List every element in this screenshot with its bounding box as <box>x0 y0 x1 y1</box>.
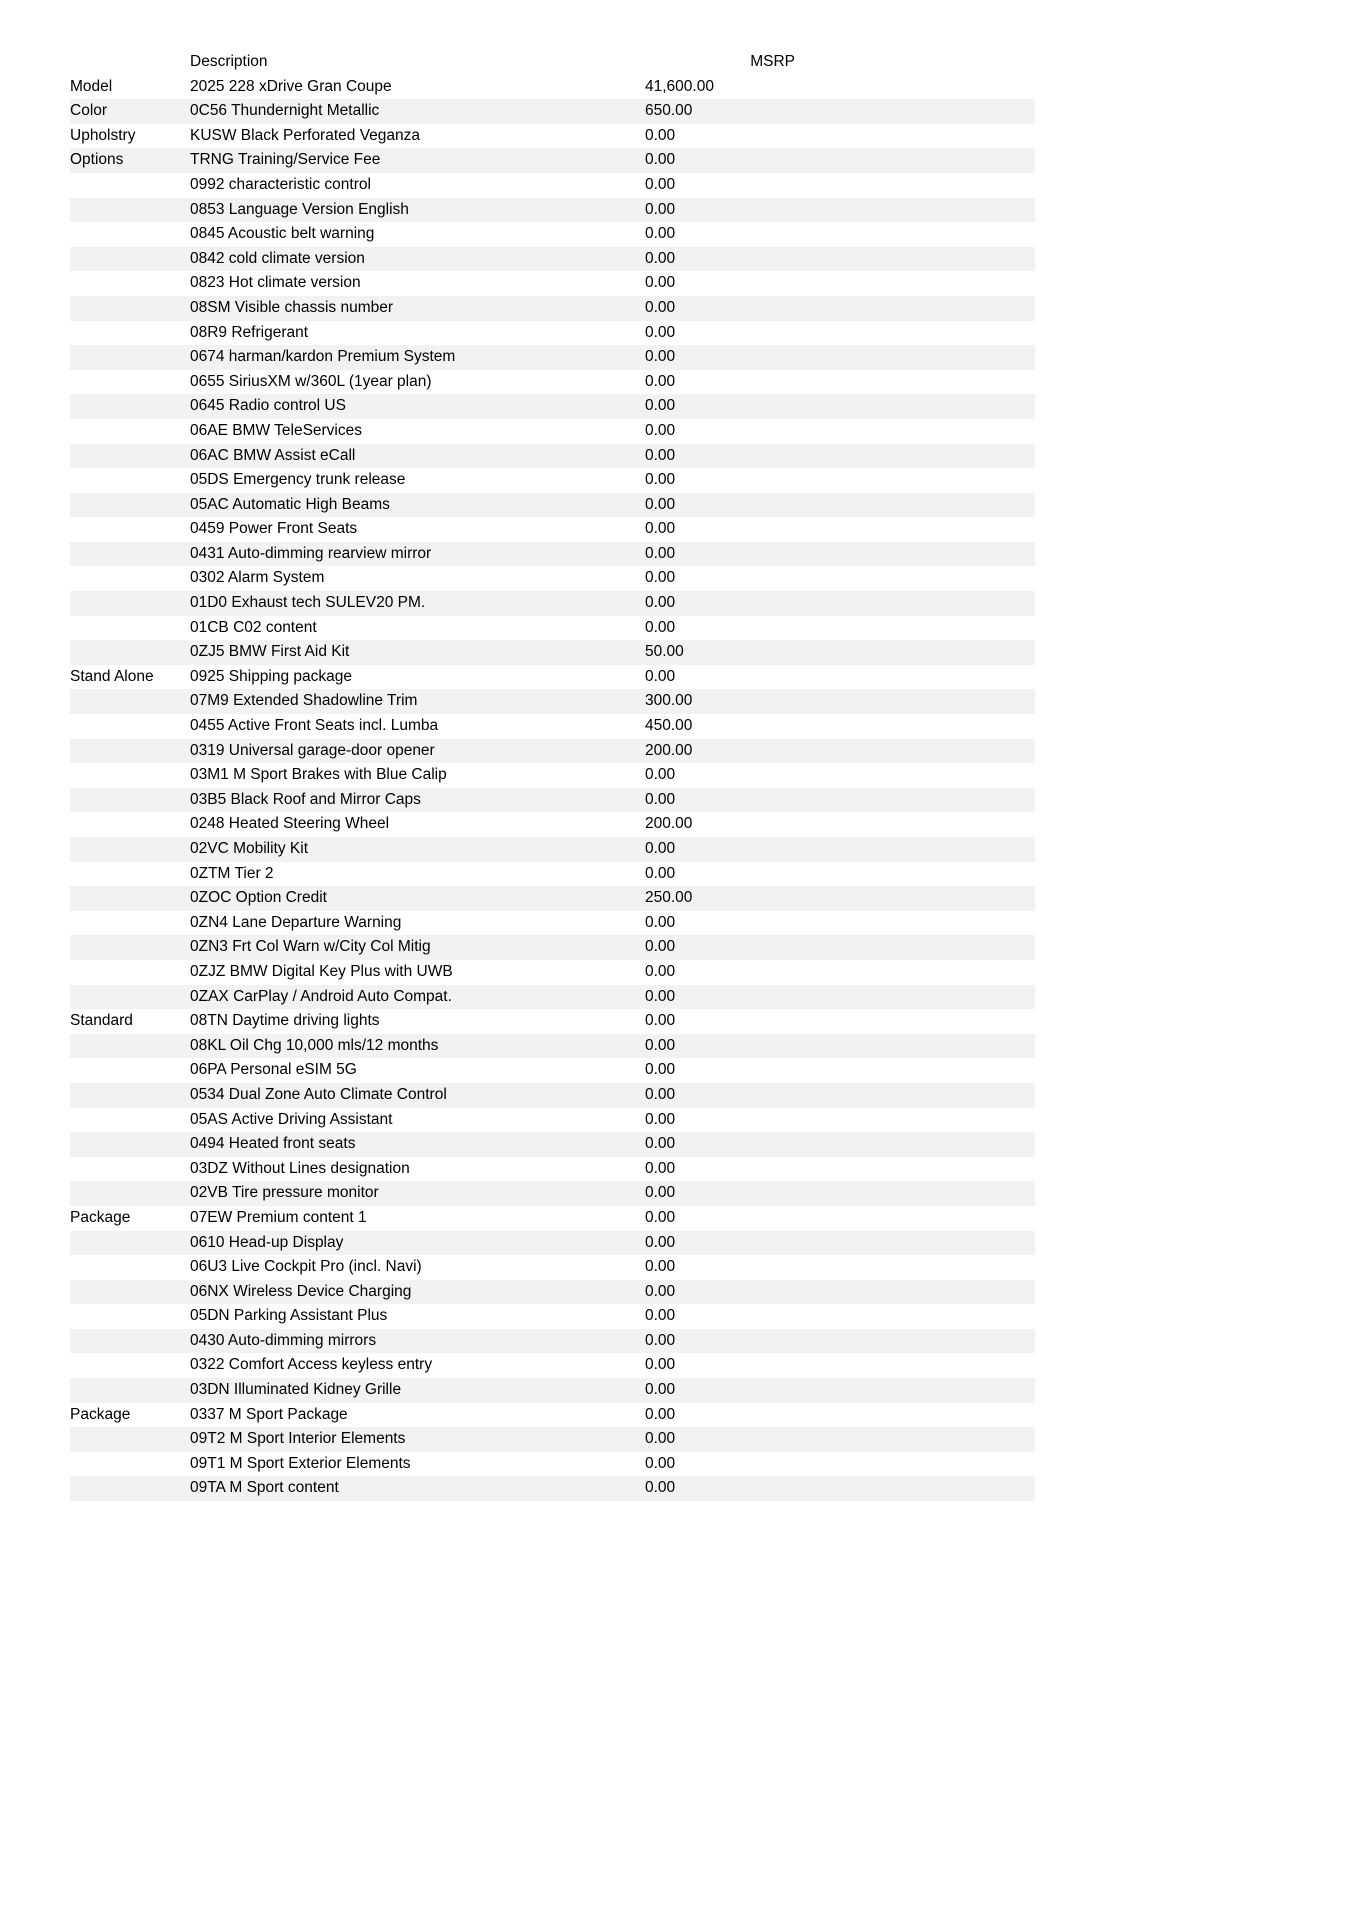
table-row <box>70 1329 1035 1354</box>
table-row <box>70 1181 1035 1206</box>
category-cell <box>70 1427 190 1452</box>
table-row <box>70 1157 1035 1182</box>
description-cell: 08TN Daytime driving lights <box>190 1012 380 1030</box>
table-row <box>70 1280 1035 1305</box>
category-cell <box>70 1108 190 1133</box>
description-cell: 09TA M Sport content <box>190 1476 645 1501</box>
msrp-cell: 0.00 <box>645 864 676 882</box>
msrp-cell: 0.00 <box>645 126 676 144</box>
msrp-cell: 0.00 <box>645 394 795 419</box>
table-row <box>70 935 1035 960</box>
category-cell <box>70 173 190 198</box>
table-row <box>70 616 1035 641</box>
category-cell <box>70 1132 190 1157</box>
description-cell: 06PA Personal eSIM 5G <box>190 1061 357 1079</box>
category-cell <box>70 394 190 419</box>
category-cell <box>70 493 190 518</box>
table-row <box>70 1206 1035 1231</box>
filler-cell <box>795 763 1035 788</box>
filler-cell <box>795 911 1035 936</box>
filler-cell <box>795 419 1035 444</box>
msrp-cell: 0.00 <box>645 1012 676 1030</box>
description-cell: 0ZTM Tier 2 <box>190 864 274 882</box>
table-row <box>70 1427 1035 1452</box>
description-cell: 08KL Oil Chg 10,000 mls/12 months <box>190 1034 645 1059</box>
filler-cell <box>795 296 1035 321</box>
filler-cell <box>795 1231 1035 1256</box>
description-cell: 05DS Emergency trunk release <box>190 471 406 489</box>
table-row <box>70 148 1035 173</box>
description-cell: 0655 SiriusXM w/360L (1year plan) <box>190 372 432 390</box>
filler-cell <box>795 321 1035 346</box>
table-row <box>70 517 1035 542</box>
filler-cell <box>795 345 1035 370</box>
table-row <box>70 1403 1035 1428</box>
msrp-cell: 0.00 <box>645 1427 795 1452</box>
category-cell: Package <box>70 1405 131 1423</box>
description-cell: KUSW Black Perforated Veganza <box>190 126 421 144</box>
filler-cell <box>795 75 1035 100</box>
category-cell <box>70 591 190 616</box>
description-cell: 0430 Auto-dimming mirrors <box>190 1329 645 1354</box>
category-cell <box>70 542 190 567</box>
table-row <box>70 763 1035 788</box>
table-row <box>70 689 1035 714</box>
category-cell: Upholstry <box>70 126 136 144</box>
category-cell <box>70 911 190 936</box>
category-cell <box>70 640 190 665</box>
filler-cell <box>795 837 1035 862</box>
msrp-cell: 0.00 <box>645 542 795 567</box>
msrp-cell: 0.00 <box>645 225 676 243</box>
table-row <box>70 198 1035 223</box>
msrp-cell: 0.00 <box>645 1280 795 1305</box>
description-cell: 08SM Visible chassis number <box>190 296 645 321</box>
filler-cell <box>795 935 1035 960</box>
filler-cell <box>795 886 1035 911</box>
description-cell: 06U3 Live Cockpit Pro (incl. Navi) <box>190 1258 422 1276</box>
header-row <box>70 50 1035 75</box>
msrp-cell: 0.00 <box>645 1258 676 1276</box>
description-cell: 02VC Mobility Kit <box>190 837 645 862</box>
msrp-cell: 0.00 <box>645 985 795 1010</box>
msrp-cell: 0.00 <box>645 247 795 272</box>
description-cell: 0ZN4 Lane Departure Warning <box>190 913 402 931</box>
description-cell: 06AC BMW Assist eCall <box>190 444 645 469</box>
description-cell: TRNG Training/Service Fee <box>190 148 645 173</box>
category-cell <box>70 1231 190 1256</box>
msrp-cell: 450.00 <box>645 717 693 735</box>
filler-cell <box>795 1206 1035 1231</box>
category-cell: Options <box>70 148 190 173</box>
category-cell <box>70 862 190 887</box>
table-row <box>70 1132 1035 1157</box>
category-cell <box>70 1280 190 1305</box>
category-cell <box>70 198 190 223</box>
price-table <box>70 50 1035 1501</box>
filler-cell <box>795 222 1035 247</box>
table-row <box>70 173 1035 198</box>
filler-cell <box>795 394 1035 419</box>
category-cell <box>70 271 190 296</box>
description-cell: 03M1 M Sport Brakes with Blue Calip <box>190 766 447 784</box>
msrp-cell: 0.00 <box>645 345 795 370</box>
msrp-cell: 0.00 <box>645 296 795 321</box>
table-row <box>70 345 1035 370</box>
description-cell: 0925 Shipping package <box>190 667 353 685</box>
category-cell <box>70 222 190 247</box>
description-cell: 0992 characteristic control <box>190 175 371 193</box>
msrp-cell: 0.00 <box>645 444 795 469</box>
msrp-cell: 0.00 <box>645 837 795 862</box>
category-cell <box>70 1255 190 1280</box>
category-cell <box>70 1304 190 1329</box>
table-row <box>70 124 1035 149</box>
description-cell: 0ZAX CarPlay / Android Auto Compat. <box>190 985 645 1010</box>
msrp-cell: 0.00 <box>645 1034 795 1059</box>
description-cell: 0455 Active Front Seats incl. Lumba <box>190 717 439 735</box>
msrp-cell: 200.00 <box>645 739 795 764</box>
filler-cell <box>795 665 1035 690</box>
description-cell: 01D0 Exhaust tech SULEV20 PM. <box>190 591 645 616</box>
table-body <box>70 75 1035 1501</box>
table-row <box>70 1304 1035 1329</box>
filler-cell <box>795 1083 1035 1108</box>
category-cell <box>70 1083 190 1108</box>
msrp-cell: 0.00 <box>645 1378 795 1403</box>
filler-cell <box>795 1329 1035 1354</box>
category-cell <box>70 886 190 911</box>
table-row <box>70 1231 1035 1256</box>
description-cell: 03DZ Without Lines designation <box>190 1159 410 1177</box>
table-row <box>70 321 1035 346</box>
description-cell: 0534 Dual Zone Auto Climate Control <box>190 1083 645 1108</box>
description-cell: 0610 Head-up Display <box>190 1231 645 1256</box>
table-row <box>70 1108 1035 1133</box>
category-cell <box>70 985 190 1010</box>
filler-cell <box>795 1452 1035 1477</box>
filler-cell <box>795 99 1035 124</box>
msrp-cell: 300.00 <box>645 689 795 714</box>
category-cell <box>70 1378 190 1403</box>
table-row <box>70 419 1035 444</box>
description-cell: 0459 Power Front Seats <box>190 520 358 538</box>
category-cell <box>70 1353 190 1378</box>
filler-cell <box>795 517 1035 542</box>
category-cell: Model <box>70 77 113 95</box>
description-cell: 07EW Premium content 1 <box>190 1208 367 1226</box>
table-row <box>70 394 1035 419</box>
filler-cell <box>795 370 1035 395</box>
filler-header <box>795 50 1035 75</box>
filler-cell <box>795 739 1035 764</box>
description-cell: 0842 cold climate version <box>190 247 645 272</box>
filler-cell <box>795 1108 1035 1133</box>
description-cell: 08R9 Refrigerant <box>190 323 309 341</box>
table-row <box>70 1034 1035 1059</box>
msrp-cell: 0.00 <box>645 421 676 439</box>
description-cell: 0ZJ5 BMW First Aid Kit <box>190 640 645 665</box>
category-cell: Color <box>70 99 190 124</box>
filler-cell <box>795 1304 1035 1329</box>
table-row <box>70 99 1035 124</box>
description-cell: 0845 Acoustic belt warning <box>190 225 375 243</box>
description-cell: 0337 M Sport Package <box>190 1405 348 1423</box>
msrp-cell: 0.00 <box>645 1356 676 1374</box>
category-cell <box>70 739 190 764</box>
msrp-cell: 0.00 <box>645 493 795 518</box>
table-row <box>70 812 1035 837</box>
filler-cell <box>795 173 1035 198</box>
msrp-cell: 0.00 <box>645 1132 795 1157</box>
description-cell: 0302 Alarm System <box>190 569 325 587</box>
msrp-cell: 0.00 <box>645 1307 676 1325</box>
description-cell: 0ZN3 Frt Col Warn w/City Col Mitig <box>190 935 645 960</box>
description-cell: 06NX Wireless Device Charging <box>190 1280 645 1305</box>
msrp-cell: 0.00 <box>645 569 676 587</box>
description-cell: 05DN Parking Assistant Plus <box>190 1307 388 1325</box>
description-cell: 0ZJZ BMW Digital Key Plus with UWB <box>190 962 453 980</box>
table-row <box>70 788 1035 813</box>
filler-cell <box>795 542 1035 567</box>
table-row <box>70 468 1035 493</box>
description-cell: 0645 Radio control US <box>190 394 645 419</box>
category-cell <box>70 812 190 837</box>
msrp-cell: 41,600.00 <box>645 77 714 95</box>
description-cell: 03B5 Black Roof and Mirror Caps <box>190 788 645 813</box>
table-row <box>70 1378 1035 1403</box>
description-cell: 0853 Language Version English <box>190 198 645 223</box>
category-cell <box>70 1157 190 1182</box>
table-row <box>70 493 1035 518</box>
table-row <box>70 1058 1035 1083</box>
filler-cell <box>795 247 1035 272</box>
filler-cell <box>795 1255 1035 1280</box>
table-row <box>70 640 1035 665</box>
description-cell: 03DN Illuminated Kidney Grille <box>190 1378 645 1403</box>
table-row <box>70 1255 1035 1280</box>
msrp-cell: 0.00 <box>645 1159 676 1177</box>
table-row <box>70 247 1035 272</box>
table-row <box>70 75 1035 100</box>
description-cell: 0ZOC Option Credit <box>190 886 645 911</box>
filler-cell <box>795 640 1035 665</box>
filler-cell <box>795 812 1035 837</box>
msrp-cell: 0.00 <box>645 591 795 616</box>
msrp-cell: 0.00 <box>645 1329 795 1354</box>
table-row <box>70 591 1035 616</box>
table-row <box>70 1452 1035 1477</box>
filler-cell <box>795 1058 1035 1083</box>
table-row <box>70 566 1035 591</box>
filler-cell <box>795 714 1035 739</box>
msrp-cell: 0.00 <box>645 198 795 223</box>
category-cell <box>70 960 190 985</box>
description-cell: 0674 harman/kardon Premium System <box>190 345 645 370</box>
msrp-cell: 0.00 <box>645 1181 795 1206</box>
category-cell <box>70 1476 190 1501</box>
msrp-cell: 0.00 <box>645 1083 795 1108</box>
filler-cell <box>795 271 1035 296</box>
msrp-cell: 650.00 <box>645 99 795 124</box>
table-row <box>70 714 1035 739</box>
filler-cell <box>795 1181 1035 1206</box>
category-cell <box>70 1181 190 1206</box>
msrp-cell: 0.00 <box>645 372 676 390</box>
filler-cell <box>795 493 1035 518</box>
description-cell: 06AE BMW TeleServices <box>190 421 362 439</box>
filler-cell <box>795 198 1035 223</box>
msrp-cell: 250.00 <box>645 886 795 911</box>
table-row <box>70 370 1035 395</box>
msrp-cell: 0.00 <box>645 1405 676 1423</box>
msrp-cell: 0.00 <box>645 766 676 784</box>
description-cell: 09T2 M Sport Interior Elements <box>190 1427 645 1452</box>
category-cell <box>70 517 190 542</box>
category-cell <box>70 1452 190 1477</box>
filler-cell <box>795 616 1035 641</box>
description-cell: 09T1 M Sport Exterior Elements <box>190 1454 411 1472</box>
msrp-cell: 0.00 <box>645 913 676 931</box>
category-cell: Stand Alone <box>70 667 154 685</box>
category-cell: Package <box>70 1208 131 1226</box>
msrp-cell: 0.00 <box>645 1061 676 1079</box>
table-row <box>70 1083 1035 1108</box>
msrp-cell: 200.00 <box>645 815 693 833</box>
category-cell <box>70 296 190 321</box>
msrp-cell: 0.00 <box>645 1454 676 1472</box>
filler-cell <box>795 1378 1035 1403</box>
msrp-cell: 0.00 <box>645 274 676 292</box>
category-cell <box>70 1329 190 1354</box>
filler-cell <box>795 468 1035 493</box>
filler-cell <box>795 444 1035 469</box>
filler-cell <box>795 1009 1035 1034</box>
msrp-cell: 0.00 <box>645 935 795 960</box>
description-cell: 07M9 Extended Shadowline Trim <box>190 689 645 714</box>
category-cell <box>70 468 190 493</box>
category-cell <box>70 566 190 591</box>
filler-cell <box>795 788 1035 813</box>
filler-cell <box>795 566 1035 591</box>
table-row <box>70 911 1035 936</box>
category-cell <box>70 616 190 641</box>
category-cell <box>70 1034 190 1059</box>
table-row <box>70 739 1035 764</box>
table-row <box>70 296 1035 321</box>
filler-cell <box>795 689 1035 714</box>
description-cell: 0C56 Thundernight Metallic <box>190 99 645 124</box>
msrp-cell: 0.00 <box>645 618 676 636</box>
filler-cell <box>795 1132 1035 1157</box>
category-cell: Standard <box>70 1012 133 1030</box>
table-row <box>70 960 1035 985</box>
msrp-cell: 0.00 <box>645 788 795 813</box>
table-row <box>70 1476 1035 1501</box>
description-header: Description <box>190 50 645 75</box>
filler-cell <box>795 124 1035 149</box>
description-cell: 05AC Automatic High Beams <box>190 493 645 518</box>
filler-cell <box>795 1476 1035 1501</box>
category-cell <box>70 1058 190 1083</box>
msrp-cell: 0.00 <box>645 471 676 489</box>
description-cell: 05AS Active Driving Assistant <box>190 1110 393 1128</box>
table-row <box>70 542 1035 567</box>
filler-cell <box>795 960 1035 985</box>
msrp-header: MSRP <box>645 50 795 75</box>
category-cell <box>70 444 190 469</box>
table-header <box>70 50 1035 75</box>
msrp-cell: 0.00 <box>645 667 676 685</box>
category-cell <box>70 714 190 739</box>
msrp-cell: 0.00 <box>645 175 676 193</box>
msrp-cell: 0.00 <box>645 148 795 173</box>
table-row <box>70 1009 1035 1034</box>
table-row <box>70 222 1035 247</box>
category-cell <box>70 689 190 714</box>
table-row <box>70 886 1035 911</box>
description-cell: 0494 Heated front seats <box>190 1132 645 1157</box>
filler-cell <box>795 1427 1035 1452</box>
filler-cell <box>795 1157 1035 1182</box>
table-row <box>70 271 1035 296</box>
table-row <box>70 1353 1035 1378</box>
msrp-cell: 0.00 <box>645 1208 676 1226</box>
table-row <box>70 665 1035 690</box>
msrp-cell: 0.00 <box>645 323 676 341</box>
category-cell <box>70 370 190 395</box>
msrp-cell: 0.00 <box>645 962 676 980</box>
table-row <box>70 985 1035 1010</box>
msrp-cell: 50.00 <box>645 640 795 665</box>
filler-cell <box>795 1353 1035 1378</box>
description-cell: 01CB C02 content <box>190 618 317 636</box>
filler-cell <box>795 148 1035 173</box>
filler-cell <box>795 1280 1035 1305</box>
description-cell: 2025 228 xDrive Gran Coupe <box>190 77 392 95</box>
category-cell <box>70 788 190 813</box>
table-row <box>70 444 1035 469</box>
filler-cell <box>795 862 1035 887</box>
filler-cell <box>795 985 1035 1010</box>
msrp-cell: 0.00 <box>645 1110 676 1128</box>
category-cell <box>70 345 190 370</box>
msrp-cell: 0.00 <box>645 1476 795 1501</box>
filler-cell <box>795 591 1035 616</box>
category-cell <box>70 419 190 444</box>
msrp-cell: 0.00 <box>645 520 676 538</box>
filler-cell <box>795 1034 1035 1059</box>
price-sheet <box>70 50 1035 1501</box>
description-cell: 0431 Auto-dimming rearview mirror <box>190 542 645 567</box>
category-cell <box>70 935 190 960</box>
table-row <box>70 837 1035 862</box>
description-cell: 0319 Universal garage-door opener <box>190 739 645 764</box>
msrp-cell: 0.00 <box>645 1231 795 1256</box>
description-cell: 0823 Hot climate version <box>190 274 361 292</box>
category-cell <box>70 247 190 272</box>
filler-cell <box>795 1403 1035 1428</box>
category-cell <box>70 763 190 788</box>
table-row <box>70 862 1035 887</box>
category-cell <box>70 321 190 346</box>
description-cell: 0322 Comfort Access keyless entry <box>190 1356 433 1374</box>
description-cell: 0248 Heated Steering Wheel <box>190 815 390 833</box>
description-cell: 02VB Tire pressure monitor <box>190 1181 645 1206</box>
category-header <box>70 50 190 75</box>
category-cell <box>70 837 190 862</box>
